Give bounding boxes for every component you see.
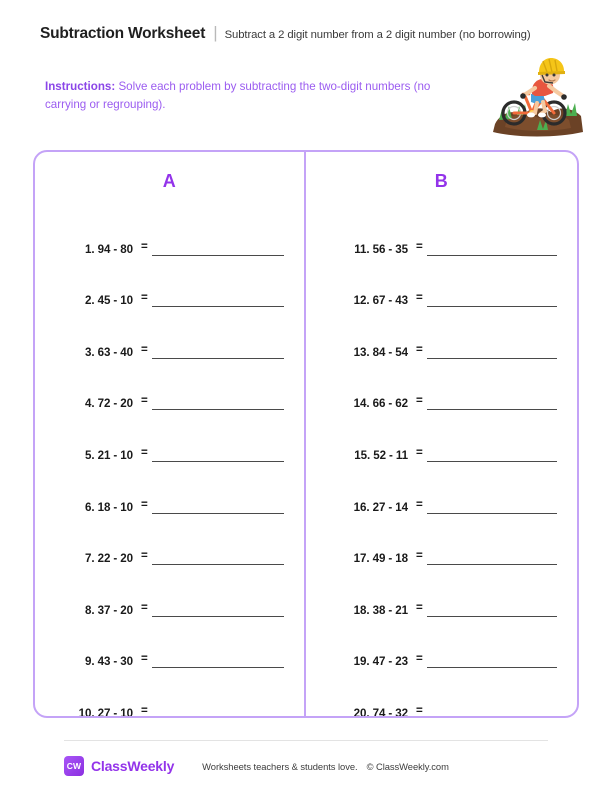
problem-text: 9. 43 - 30 (84, 655, 133, 669)
equals-sign: = (141, 445, 148, 459)
problem-row (49, 359, 290, 411)
problem-row (320, 359, 563, 411)
problem-text: 18. 38 - 21 (353, 603, 408, 617)
problem-row (49, 307, 290, 359)
problem-text: 13. 84 - 54 (353, 345, 408, 359)
illustration-svg (487, 58, 587, 140)
equals-sign: = (141, 342, 148, 356)
answer-blank[interactable] (152, 409, 284, 410)
page-footer (64, 752, 548, 780)
answer-blank[interactable] (427, 358, 557, 359)
equals-sign: = (416, 445, 423, 459)
answer-blank[interactable] (427, 616, 557, 617)
problem-row (320, 565, 563, 617)
answer-blank[interactable] (427, 461, 557, 462)
problem-text: 6. 18 - 10 (84, 500, 133, 514)
problem-text: 3. 63 - 40 (84, 345, 133, 359)
column-b-header: B (434, 171, 449, 191)
column-b (306, 152, 577, 716)
equals-sign: = (416, 703, 423, 717)
problem-text: 15. 52 - 11 (354, 448, 408, 462)
problem-text: 17. 49 - 18 (353, 552, 408, 566)
classweekly-logo-icon: CW (64, 756, 84, 776)
brand-name: ClassWeekly (91, 758, 175, 774)
problem-row (49, 462, 290, 514)
footer-copyright: © ClassWeekly.com (366, 760, 449, 772)
problem-row (49, 204, 290, 256)
equals-sign: = (141, 600, 148, 614)
problem-row (49, 617, 290, 669)
equals-sign: = (141, 394, 148, 408)
footer-tagline: Worksheets teachers & students love. (202, 760, 358, 772)
problem-text: 5. 21 - 10 (84, 448, 133, 462)
problem-row (49, 514, 290, 566)
answer-blank[interactable] (152, 513, 284, 514)
title-divider: | (213, 23, 218, 42)
equals-sign: = (141, 239, 148, 253)
problem-row (320, 410, 563, 462)
problem-text: 20. 74 - 32 (353, 706, 408, 718)
page-header (40, 24, 590, 50)
answer-blank[interactable] (152, 306, 284, 307)
problem-text: 11. 56 - 35 (354, 242, 408, 256)
answer-blank[interactable] (427, 513, 557, 514)
answer-blank[interactable] (152, 667, 284, 668)
instructions-block (45, 78, 445, 114)
answer-blank[interactable] (152, 616, 284, 617)
column-a-header: A (162, 171, 177, 191)
problem-text: 10. 27 - 10 (78, 706, 133, 718)
problem-row (320, 668, 563, 718)
worksheet-panel (33, 150, 579, 718)
problem-text: 12. 67 - 43 (353, 294, 408, 308)
problem-text: 14. 66 - 62 (353, 397, 408, 411)
boy-riding-bmx-bike-icon (487, 58, 587, 140)
instructions-text: Solve each problem by subtracting the two-digit numbers (no carrying or regrouping). (45, 80, 431, 111)
column-b-problems (306, 204, 577, 718)
answer-blank[interactable] (427, 306, 557, 307)
problem-row (320, 617, 563, 669)
equals-sign: = (416, 291, 423, 305)
problem-text: 8. 37 - 20 (84, 603, 133, 617)
problem-text: 16. 27 - 14 (353, 500, 408, 514)
equals-sign: = (416, 600, 423, 614)
problem-row (320, 307, 563, 359)
equals-sign: = (141, 652, 148, 666)
equals-sign: = (416, 549, 423, 563)
page-title: Subtraction Worksheet (40, 25, 206, 42)
equals-sign: = (141, 291, 148, 305)
page-subtitle: Subtract a 2 digit number from a 2 digit number (no borrowing) (224, 29, 531, 41)
problem-text: 7. 22 - 20 (84, 552, 133, 566)
footer-divider (64, 740, 548, 741)
equals-sign: = (141, 703, 148, 717)
answer-blank[interactable] (427, 564, 557, 565)
answer-blank[interactable] (427, 667, 557, 668)
answer-blank[interactable] (152, 358, 284, 359)
answer-blank[interactable] (152, 564, 284, 565)
problem-row (49, 565, 290, 617)
equals-sign: = (416, 342, 423, 356)
problem-text: 4. 72 - 20 (84, 397, 133, 411)
equals-sign: = (416, 239, 423, 253)
problem-row (320, 256, 563, 308)
equals-sign: = (141, 549, 148, 563)
answer-blank[interactable] (152, 461, 284, 462)
equals-sign: = (416, 497, 423, 511)
answer-blank[interactable] (427, 255, 557, 256)
problem-text: 19. 47 - 23 (353, 655, 408, 669)
problem-row (320, 462, 563, 514)
problem-text: 1. 94 - 80 (84, 242, 133, 256)
column-a (35, 152, 306, 716)
problem-row (49, 256, 290, 308)
equals-sign: = (141, 497, 148, 511)
problem-row (49, 410, 290, 462)
instructions-label: Instructions: (45, 80, 116, 93)
problem-row (320, 204, 563, 256)
problem-row (49, 668, 290, 718)
answer-blank[interactable] (152, 255, 284, 256)
equals-sign: = (416, 394, 423, 408)
column-a-problems (35, 204, 304, 718)
equals-sign: = (416, 652, 423, 666)
problem-row (320, 514, 563, 566)
problem-text: 2. 45 - 10 (84, 294, 133, 308)
answer-blank[interactable] (427, 409, 557, 410)
